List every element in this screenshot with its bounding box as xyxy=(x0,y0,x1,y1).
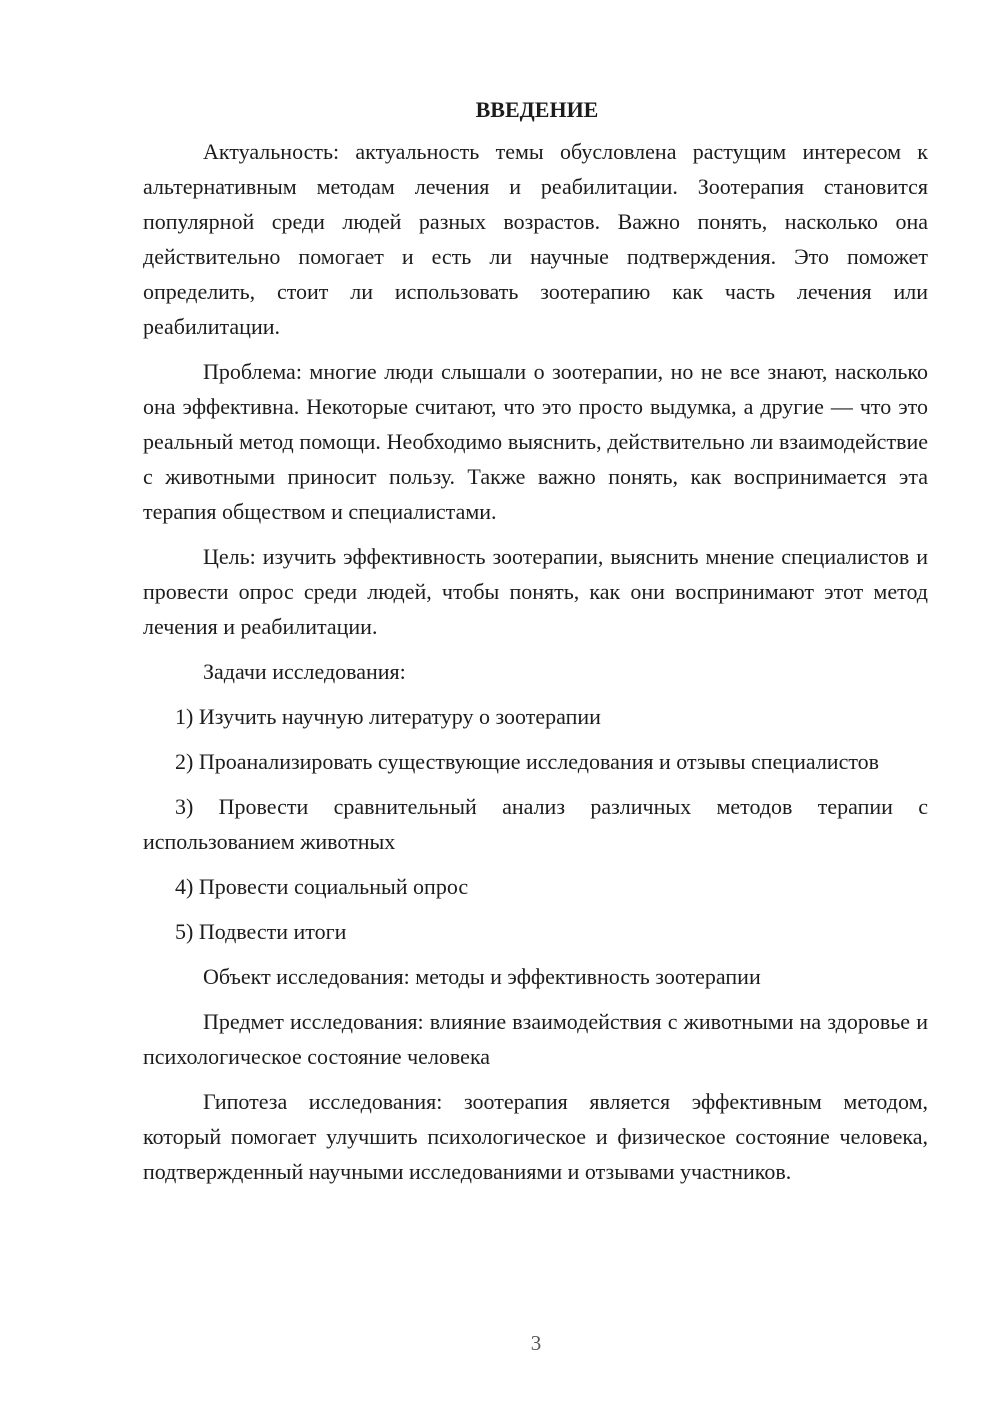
subject-paragraph: Предмет исследования: влияние взаимодействия с животными на здоровье и психологическое состояние человека xyxy=(143,1009,928,1069)
task-item: 3) Провести сравнительный анализ различных методов терапии с использованием животных xyxy=(143,794,928,854)
problem-paragraph: Проблема: многие люди слышали о зоотерапии, но не все знают, насколько она эффективна. Некоторые считают, что это просто выдумка, а другие — что это реальный метод помощи. Необходимо выяснить, действительно ли взаимодействие с животными приносит пользу. Также важно понять, как воспринимается эта терапия обществом и специалистами. xyxy=(143,359,928,524)
relevance-paragraph: Актуальность: актуальность темы обусловлена растущим интересом к альтернативным методам лечения и реабилитации. Зоотерапия становится популярной среди людей разных возрастов. Важно понять, насколько она действительно помогает и есть ли научные подтверждения. Это поможет определить, стоит ли использовать зоотерапию как часть лечения или реабилитации. xyxy=(143,139,928,339)
object-paragraph: Объект исследования: методы и эффективность зоотерапии xyxy=(203,964,761,989)
task-item: 2) Проанализировать существующие исследования и отзывы специалистов xyxy=(175,749,880,774)
task-item: 5) Подвести итоги xyxy=(175,919,347,944)
section-heading: ВВЕДЕНИЕ xyxy=(475,97,599,122)
goal-paragraph: Цель: изучить эффективность зоотерапии, выяснить мнение специалистов и провести опрос среди людей, чтобы понять, как они воспринимают этот метод лечения и реабилитации. xyxy=(143,544,928,639)
tasks-title: Задачи исследования: xyxy=(203,659,406,684)
page-number: 3 xyxy=(530,1331,542,1355)
task-item: 1) Изучить научную литературу о зоотерапии xyxy=(175,704,601,729)
hypothesis-paragraph: Гипотеза исследования: зоотерапия является эффективным методом, который помогает улучшить психологическое и физическое состояние человека, подтвержденный научными исследованиями и отзывами участников. xyxy=(143,1089,928,1184)
document-page xyxy=(143,92,928,1199)
task-item: 4) Провести социальный опрос xyxy=(175,874,469,899)
